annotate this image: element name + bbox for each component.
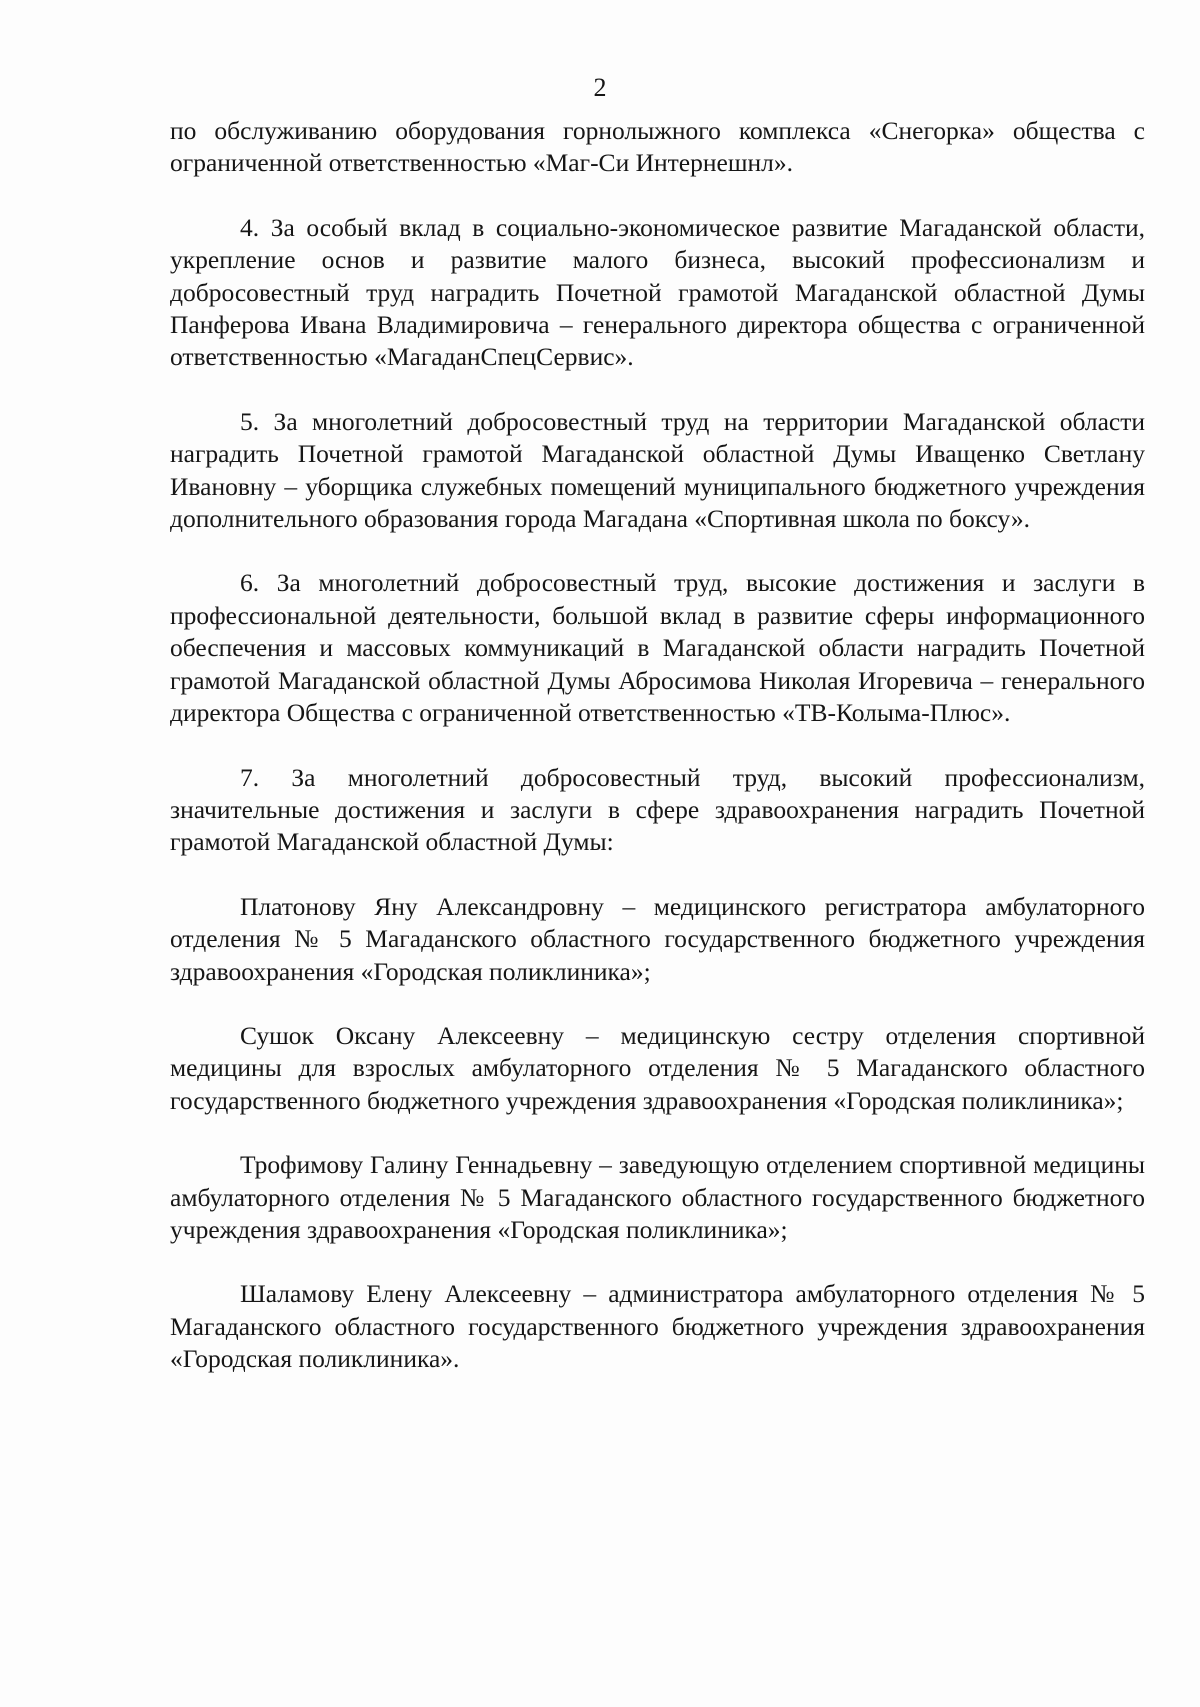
page-number: 2 (593, 73, 607, 102)
awardee-trofimova: Трофимову Галину Геннадьевну – заведующую отделением спортивной медицины амбулаторного отделения № 5 Магаданского областного государственного бюджетного учреждения здравоохранения «Городская поликлиника»; (170, 1150, 1145, 1244)
awardee-platonova: Платонову Яну Александровну – медицинского регистратора амбулаторного отделения № 5 Магаданского областного государственного бюджетного учреждения здравоохранения «Городская поликлиника»; (170, 891, 1145, 986)
paragraph-item-4: 4. За особый вклад в социально-экономическое развитие Магаданской области, укрепление основ и развитие малого бизнеса, высокий профессионализм и добросовестный труд наградить Почетной грамотой Магаданской областной Думы Панферова Ивана Владимировича – генерального директора общества с ограниченной ответственностью «МагаданСпецСервис». (170, 212, 1145, 372)
document-body (170, 115, 1145, 1376)
awardee-shalamova: Шаламову Елену Алексеевну – администратора амбулаторного отделения № 5 Магаданского областного государственного бюджетного учреждения здравоохранения «Городская поликлиника». (170, 1279, 1145, 1374)
paragraph-item-5: 5. За многолетний добросовестный труд на территории Магаданской области наградить Почетной грамотой Магаданской областной Думы Иващенко Светлану Ивановну – уборщика служебных помещений муниципального бюджетного учреждения дополнительного образования города Магадана «Спортивная школа по боксу». (170, 406, 1145, 534)
paragraph-continuation: по обслуживанию оборудования горнолыжного комплекса «Снегорка» общества с ограниченной ответственностью «Маг-Си Интернешнл». (170, 116, 1145, 178)
paragraph-item-7: 7. За многолетний добросовестный труд, высокий профессионализм, значительные достижения и заслуги в сфере здравоохранения наградить Почетной грамотой Магаданской областной Думы: (170, 762, 1145, 857)
paragraph-item-6: 6. За многолетний добросовестный труд, высокие достижения и заслуги в профессиональной деятельности, большой вклад в развитие сферы информационного обеспечения и массовых коммуникаций в Магаданской области наградить Почетной грамотой Магаданской областной Думы Абросимова Николая Игоревича – генерального директора Общества с ограниченной ответственностью «ТВ-Колыма-Плюс». (170, 568, 1145, 728)
awardee-sushok: Сушок Оксану Алексеевну – медицинскую сестру отделения спортивной медицины для взрослых амбулаторного отделения № 5 Магаданского областного государственного бюджетного учреждения здравоохранения «Городская поликлиника»; (170, 1020, 1145, 1115)
